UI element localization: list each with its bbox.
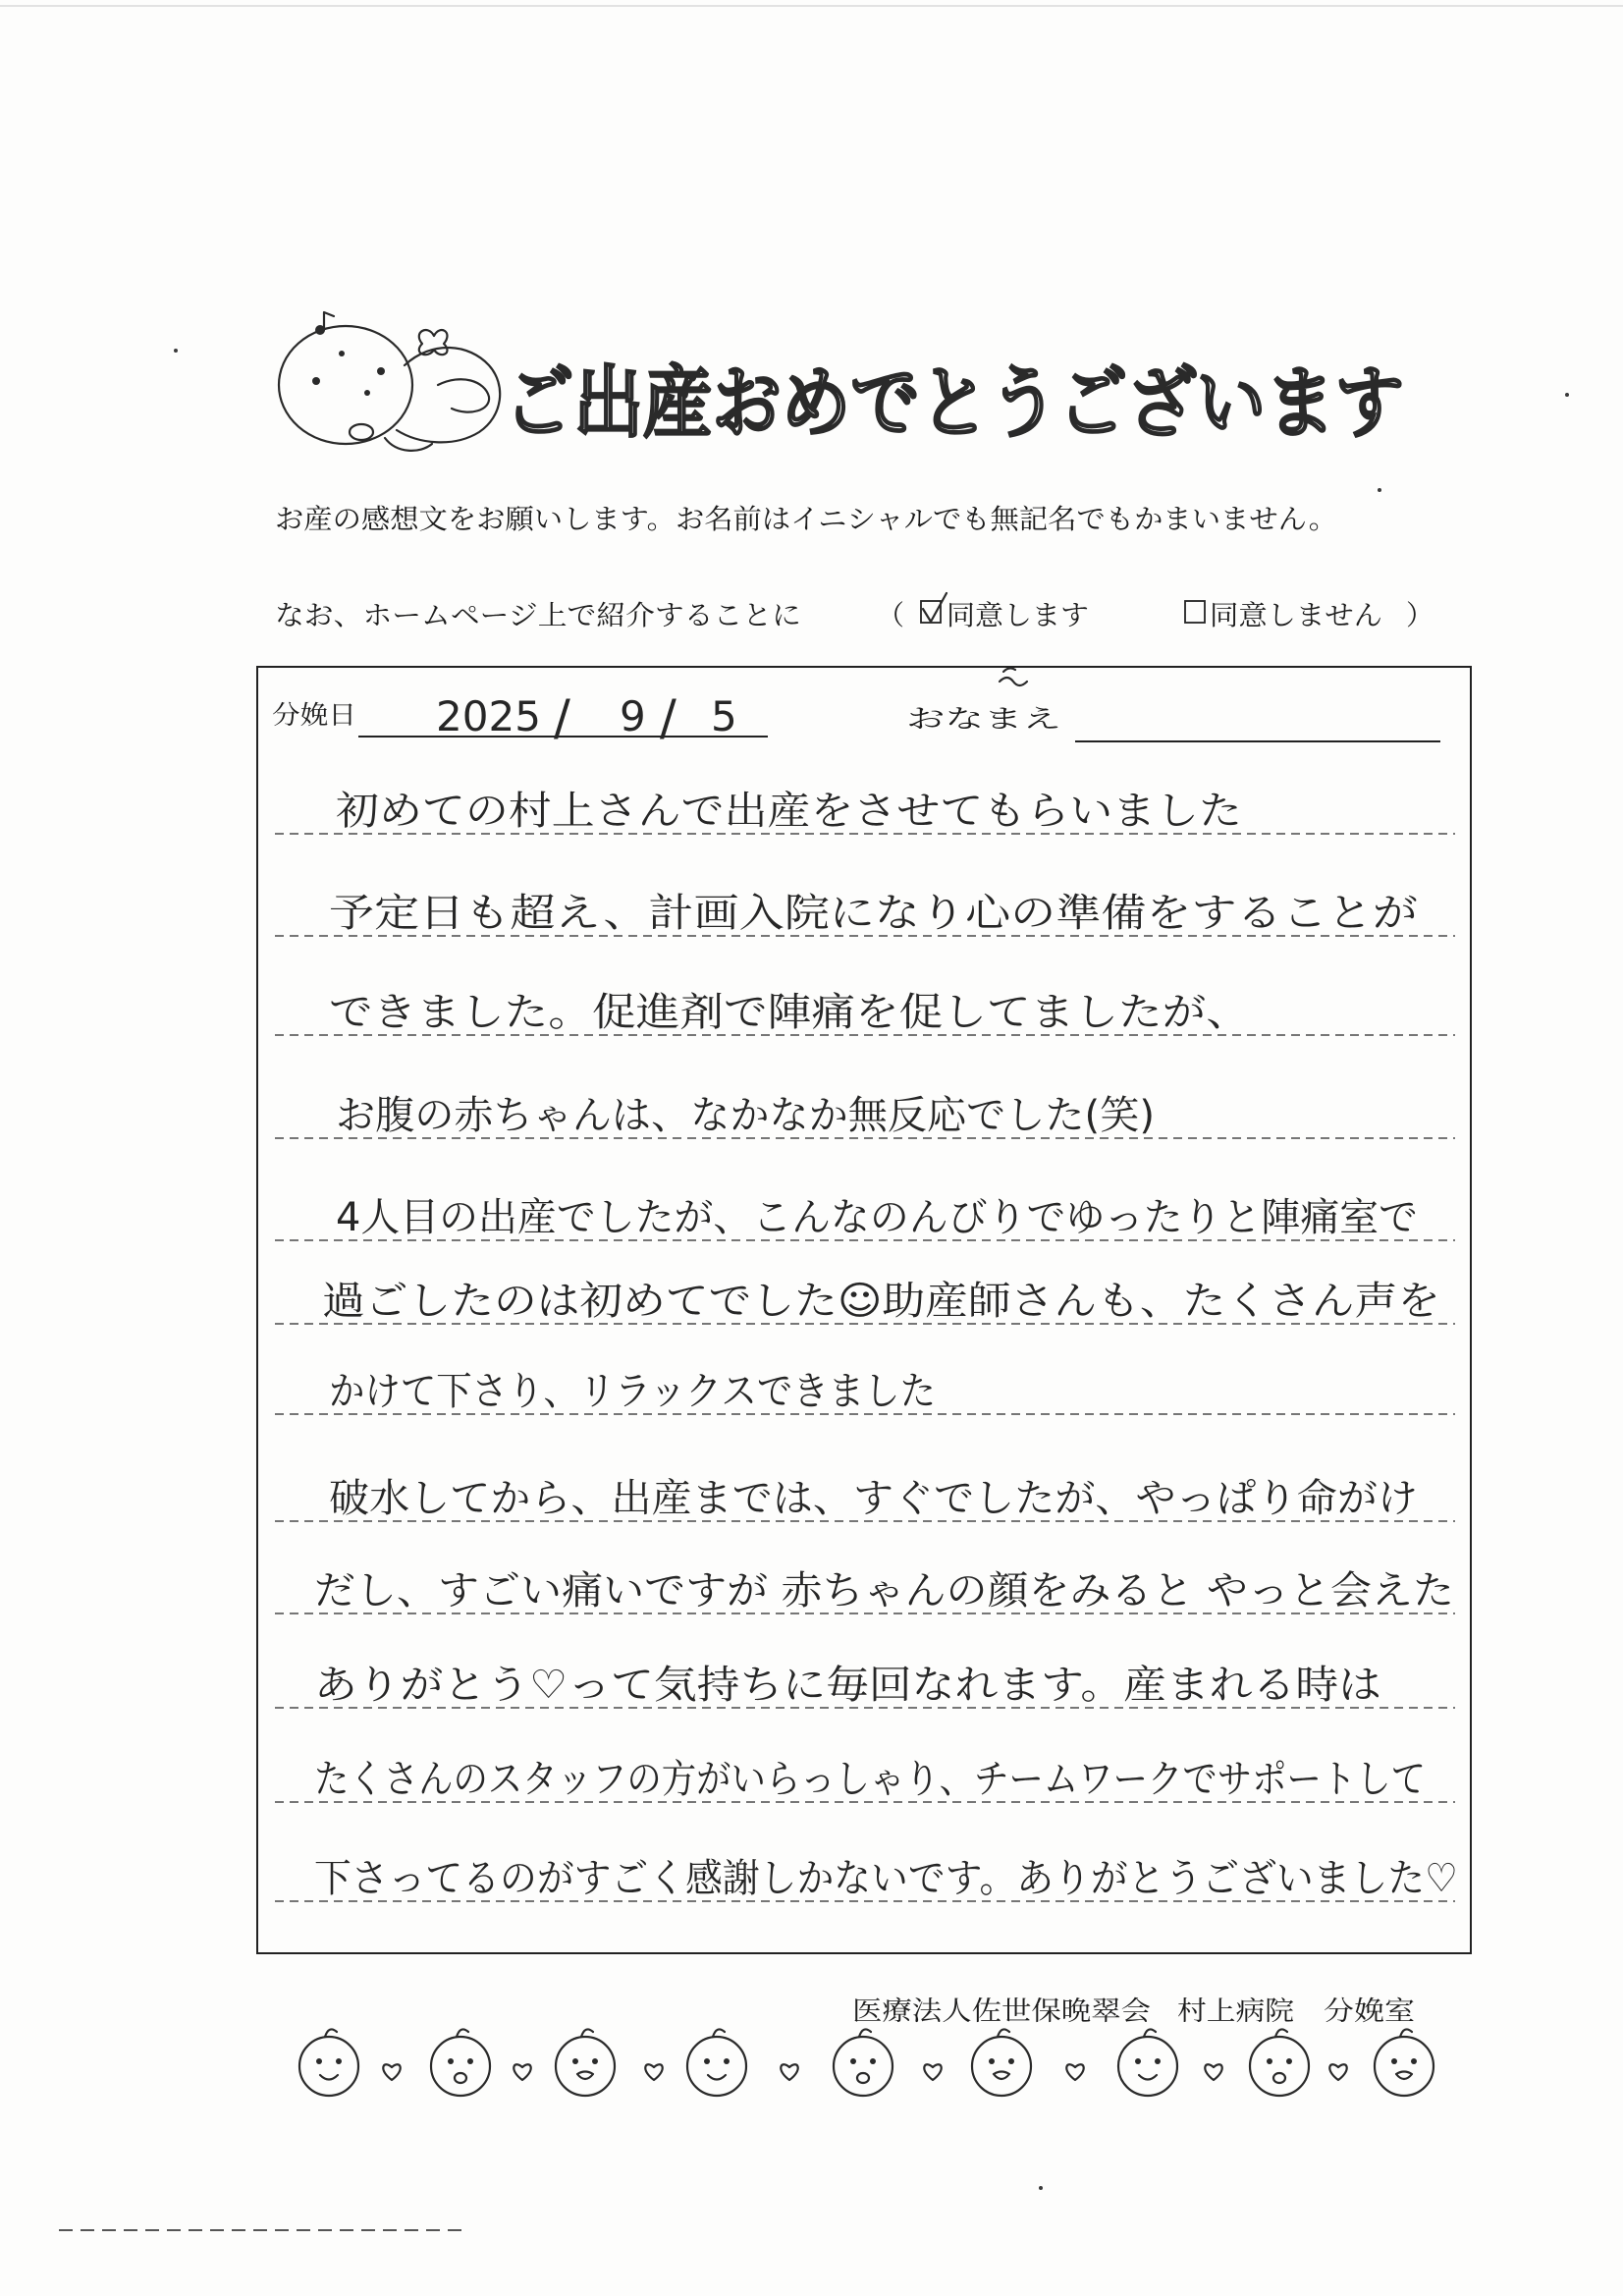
message-line: 初めての村上さんで出産をさせてもらいました <box>336 789 1242 834</box>
heart-icon <box>383 2064 400 2080</box>
baby-face-icon <box>687 2029 746 2096</box>
agree-option <box>921 593 1089 631</box>
disagree-option <box>1185 599 1382 631</box>
baby-face-icon <box>1250 2029 1309 2096</box>
baby-face-icon <box>1118 2029 1177 2096</box>
footer <box>299 1996 1434 2096</box>
crawling-baby-icon <box>279 312 500 451</box>
baby-face-icon <box>972 2029 1031 2096</box>
heart-icon <box>781 2064 797 2080</box>
message-line: 4人目の出産でしたが、こんなのんびりでゆったりと陣痛室で <box>336 1195 1418 1240</box>
scan-speck <box>174 349 178 353</box>
scan-speck <box>1378 488 1381 492</box>
baby-eye <box>312 377 320 385</box>
baby-mouth <box>350 424 373 440</box>
message-line: 過ごしたのは初めてでした☺助産師さんも、たくさん声を <box>322 1279 1441 1324</box>
bow-icon <box>419 330 448 355</box>
heart-icon <box>1205 2064 1221 2080</box>
page-title: ご出産おめでとうございます <box>505 357 1404 449</box>
baby-face-icon <box>556 2029 615 2096</box>
consent-close-paren: ） <box>1406 599 1434 631</box>
message-line: 下さってるのがすごく感謝しかないです。ありがとうございました♡ <box>314 1856 1458 1901</box>
delivery-day: 5 <box>711 692 737 740</box>
message-line: お腹の赤ちゃんは、なかなか無反応でした(笑) <box>336 1093 1155 1138</box>
consent-prompt: なお、ホームページ上で紹介することに <box>275 599 801 631</box>
delivery-date-field <box>272 689 768 746</box>
baby-face-icon <box>834 2029 893 2096</box>
message-line: 予定日も超え、計画入院になり心の準備をすることが <box>329 891 1418 936</box>
consent-row <box>275 593 1434 631</box>
message-line: かけて下さり、リラックスできました <box>329 1369 936 1414</box>
institution-name: 医療法人佐世保晩翠会 <box>852 1996 1151 2027</box>
hospital-name: 村上病院 <box>1177 1996 1294 2027</box>
date-separator: / <box>554 689 570 746</box>
baby-head <box>279 326 412 444</box>
delivery-month: 9 <box>620 692 646 740</box>
baby-leg <box>438 379 489 411</box>
heart-icon <box>1329 2064 1346 2080</box>
handwritten-message <box>314 789 1458 1901</box>
checkmark-icon <box>923 593 947 622</box>
delivery-date-label: 分娩日 <box>272 701 356 731</box>
consent-open-paren: （ <box>877 599 905 631</box>
disagree-checkbox <box>1185 601 1205 623</box>
heart-icon <box>514 2064 530 2080</box>
baby-cheek-dot <box>364 390 370 396</box>
delivery-year: 2025 <box>436 692 541 740</box>
baby-face-icon <box>1375 2029 1434 2096</box>
message-line: たくさんのスタッフの方がいらっしゃり、チームワークでサポートして <box>314 1757 1426 1802</box>
department-name: 分娩室 <box>1324 1996 1415 2027</box>
message-line: ありがとう♡って気持ちに毎回なれます。産まれる時は <box>314 1663 1381 1708</box>
message-line: だし、すごい痛いですが 赤ちゃんの顔をみると やっと会えた <box>314 1568 1454 1613</box>
baby-face-icon <box>299 2029 358 2096</box>
heart-icon <box>1066 2064 1083 2080</box>
baby-cheek-dot <box>339 351 345 356</box>
disagree-label: 同意しません <box>1210 599 1382 631</box>
heart-icon <box>924 2064 941 2080</box>
name-field <box>906 705 1440 741</box>
heart-icon <box>645 2064 662 2080</box>
footer-decoration-row <box>299 2029 1434 2096</box>
agree-label: 同意します <box>947 599 1089 631</box>
name-label: おなまえ <box>906 705 1061 735</box>
date-separator: / <box>660 689 676 746</box>
baby-face-icon <box>431 2029 490 2096</box>
scan-speck <box>1000 668 1027 685</box>
message-line: 破水してから、出産までは、すぐでしたが、やっぱり命がけ <box>329 1476 1418 1521</box>
instructions-text: お産の感想文をお願いします。お名前はイニシャルでも無記名でもかまいません。 <box>275 503 1337 535</box>
scan-speck <box>1565 393 1569 397</box>
music-note-icon <box>315 312 334 335</box>
message-line: できました。促進剤で陣痛を促してましたが、 <box>329 990 1250 1035</box>
scan-speck <box>1039 2186 1043 2190</box>
baby-eye <box>377 367 385 375</box>
